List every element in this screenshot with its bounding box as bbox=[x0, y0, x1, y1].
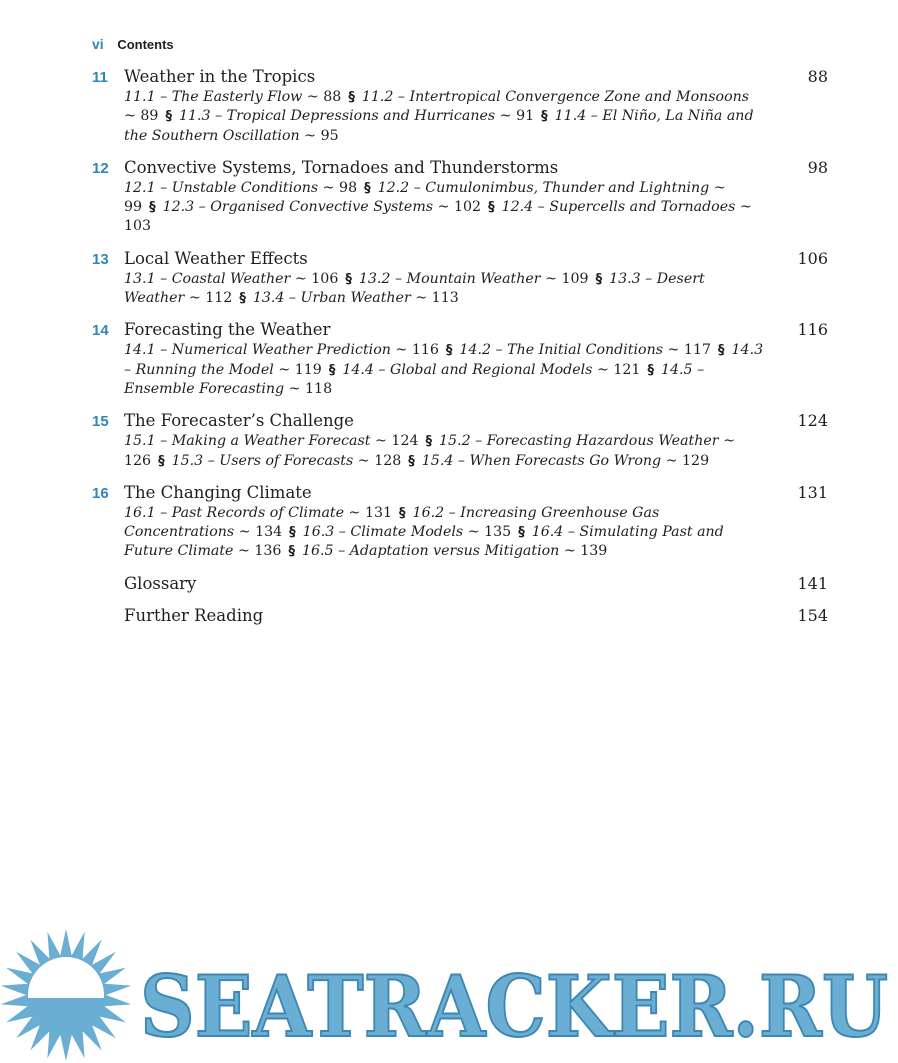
toc-section[interactable] bbox=[124, 271, 338, 287]
leader-tilde: ~ bbox=[415, 290, 428, 307]
toc-section[interactable] bbox=[124, 89, 341, 105]
section-title: 14.4 – Global and Regional Models bbox=[342, 361, 593, 378]
section-title: 11.1 – The Easterly Flow bbox=[124, 89, 303, 105]
section-list bbox=[92, 88, 764, 146]
section-page-number: 95 bbox=[320, 127, 339, 144]
section-page-number: 91 bbox=[516, 108, 535, 125]
chapter-title-row bbox=[92, 66, 832, 87]
backmatter-title-row bbox=[92, 573, 832, 594]
section-page-number: 121 bbox=[613, 361, 641, 378]
section-page-number: 112 bbox=[205, 290, 233, 307]
toc-section[interactable] bbox=[303, 524, 512, 540]
chapter-number: 11 bbox=[92, 69, 108, 86]
toc-section[interactable] bbox=[342, 362, 640, 378]
leader-tilde: ~ bbox=[294, 270, 307, 287]
section-page-number: 106 bbox=[311, 270, 339, 287]
leader-tilde: ~ bbox=[237, 543, 250, 560]
section-page-number: 131 bbox=[364, 504, 393, 521]
seatracker-watermark bbox=[0, 928, 898, 1063]
section-list bbox=[92, 504, 764, 562]
section-separator: § bbox=[425, 434, 433, 450]
running-head bbox=[92, 36, 174, 52]
leader-tilde: ~ bbox=[467, 524, 480, 541]
leader-tilde: ~ bbox=[278, 361, 291, 378]
toc-section[interactable] bbox=[124, 433, 419, 449]
toc-section[interactable] bbox=[124, 342, 439, 358]
toc-section[interactable] bbox=[422, 453, 709, 469]
chapter-number: 15 bbox=[92, 413, 109, 431]
leader-tilde: ~ bbox=[665, 452, 678, 469]
chapter-title[interactable]: The Forecaster’s Challenge bbox=[124, 411, 354, 431]
leader-tilde: ~ bbox=[723, 433, 735, 450]
section-page-number: 88 bbox=[323, 89, 342, 105]
toc-section[interactable] bbox=[163, 199, 482, 215]
leader-tilde: ~ bbox=[124, 108, 136, 125]
section-title: 16.4 – Simulating Past and Future Climate bbox=[124, 524, 724, 560]
chapter-number: 13 bbox=[92, 250, 109, 268]
section-page-number: 116 bbox=[411, 342, 439, 359]
section-separator: § bbox=[158, 453, 165, 469]
section-separator: § bbox=[595, 271, 603, 287]
toc-section[interactable] bbox=[179, 108, 534, 124]
section-page-number: 124 bbox=[391, 433, 419, 450]
toc-chapter bbox=[92, 319, 832, 399]
chapter-title-row bbox=[92, 319, 832, 340]
section-title: 13.1 – Coastal Weather bbox=[124, 270, 291, 287]
chapter-number: 16 bbox=[92, 484, 109, 502]
section-title: 12.3 – Organised Convective Systems bbox=[162, 199, 434, 216]
backmatter-title[interactable]: Further Reading bbox=[124, 605, 264, 625]
section-title: 14.3 – Running the Model bbox=[124, 342, 764, 378]
section-separator: § bbox=[289, 525, 296, 541]
sun-logo-icon bbox=[1, 929, 132, 1061]
section-title: 14.5 – Ensemble Forecasting bbox=[124, 361, 705, 397]
section-page-number: 126 bbox=[124, 452, 152, 469]
section-title: 11.3 – Tropical Depressions and Hurricanes bbox=[178, 108, 496, 125]
chapter-title[interactable]: Forecasting the Weather bbox=[124, 320, 331, 340]
chapter-page-number: 116 bbox=[797, 320, 828, 340]
toc-chapter bbox=[92, 482, 832, 562]
section-separator: § bbox=[345, 271, 352, 287]
section-page-number: 129 bbox=[682, 452, 710, 469]
section-list bbox=[92, 179, 764, 237]
leader-tilde: ~ bbox=[348, 504, 361, 521]
running-head-label: Contents bbox=[117, 37, 174, 52]
section-title: 16.2 – Increasing Greenhouse Gas Concentrations bbox=[124, 504, 660, 541]
section-page-number: 99 bbox=[124, 199, 143, 216]
backmatter-page-number: 141 bbox=[797, 573, 828, 593]
toc-chapter bbox=[92, 248, 832, 309]
section-list bbox=[92, 270, 764, 309]
section-page-number: 102 bbox=[453, 199, 482, 216]
chapter-page-number: 124 bbox=[797, 411, 828, 431]
section-title: 14.2 – The Initial Conditions bbox=[459, 342, 663, 359]
section-separator: § bbox=[165, 109, 172, 125]
leader-tilde: ~ bbox=[596, 361, 609, 378]
backmatter-page-number: 154 bbox=[797, 605, 828, 625]
backmatter-title-row bbox=[92, 605, 832, 626]
toc-backmatter bbox=[92, 573, 832, 594]
section-page-number: 117 bbox=[683, 342, 712, 359]
section-title: 15.3 – Users of Forecasts bbox=[171, 452, 354, 469]
leader-tilde: ~ bbox=[499, 108, 512, 125]
toc-chapter bbox=[92, 410, 832, 471]
section-title: 13.2 – Mountain Weather bbox=[358, 270, 541, 287]
section-page-number: 89 bbox=[140, 108, 159, 125]
leader-tilde: ~ bbox=[713, 179, 726, 196]
chapter-title-row bbox=[92, 248, 832, 269]
watermark-text: SEATRACKER.RU bbox=[140, 957, 888, 1056]
leader-tilde: ~ bbox=[375, 433, 387, 450]
section-separator: § bbox=[364, 180, 371, 196]
toc-backmatter bbox=[92, 605, 832, 626]
chapter-title[interactable]: Weather in the Tropics bbox=[124, 67, 316, 86]
chapter-page-number: 88 bbox=[807, 67, 828, 86]
leader-tilde: ~ bbox=[288, 380, 301, 397]
section-title: 16.3 – Climate Models bbox=[302, 524, 464, 541]
section-separator: § bbox=[541, 109, 548, 125]
toc-chapter bbox=[92, 157, 832, 237]
section-title: 16.5 – Adaptation versus Mitigation bbox=[301, 543, 560, 560]
section-page-number: 103 bbox=[124, 218, 152, 235]
section-title: 12.4 – Supercells and Tornadoes bbox=[501, 199, 736, 216]
section-title: 12.1 – Unstable Conditions bbox=[124, 179, 319, 196]
chapter-page-number: 98 bbox=[807, 157, 828, 177]
section-title: 11.4 – El Niño, La Niña and the Southern Oscillation bbox=[124, 108, 754, 144]
leader-tilde: ~ bbox=[306, 89, 319, 105]
section-title: 15.1 – Making a Weather Forecast bbox=[124, 433, 371, 450]
leader-tilde: ~ bbox=[667, 342, 680, 359]
section-title: 12.2 – Cumulonimbus, Thunder and Lightning bbox=[377, 179, 710, 196]
section-separator: § bbox=[408, 453, 415, 469]
toc-section[interactable] bbox=[172, 453, 402, 469]
section-list bbox=[92, 341, 764, 399]
section-separator: § bbox=[488, 200, 495, 216]
section-separator: § bbox=[445, 343, 453, 359]
page-folio: vi bbox=[92, 36, 104, 52]
toc-section[interactable] bbox=[124, 505, 392, 521]
chapter-title[interactable]: Local Weather Effects bbox=[124, 248, 308, 268]
section-page-number: 119 bbox=[294, 361, 322, 378]
section-separator: § bbox=[239, 291, 246, 307]
section-title: 13.4 – Urban Weather bbox=[252, 290, 411, 307]
section-separator: § bbox=[328, 362, 336, 378]
leader-tilde: ~ bbox=[188, 290, 201, 307]
section-page-number: 98 bbox=[339, 179, 358, 196]
leader-tilde: ~ bbox=[739, 199, 752, 216]
leader-tilde: ~ bbox=[238, 524, 251, 541]
section-separator: § bbox=[288, 544, 295, 560]
section-page-number: 109 bbox=[561, 270, 589, 287]
section-title: 16.1 – Past Records of Climate bbox=[124, 504, 345, 521]
leader-tilde: ~ bbox=[395, 342, 408, 359]
section-page-number: 139 bbox=[580, 543, 608, 560]
section-page-number: 118 bbox=[305, 380, 333, 397]
section-title: 14.1 – Numerical Weather Prediction bbox=[124, 342, 391, 359]
section-separator: § bbox=[647, 362, 654, 378]
leader-tilde: ~ bbox=[545, 270, 557, 287]
section-page-number: 134 bbox=[255, 524, 283, 541]
chapter-title-row bbox=[92, 410, 832, 431]
toc-section[interactable] bbox=[302, 543, 607, 559]
section-title: 15.4 – When Forecasts Go Wrong bbox=[421, 452, 662, 469]
section-page-number: 113 bbox=[431, 290, 459, 307]
toc-section[interactable] bbox=[359, 271, 589, 287]
chapter-page-number: 131 bbox=[797, 482, 828, 502]
section-separator: § bbox=[348, 90, 355, 105]
leader-tilde: ~ bbox=[322, 179, 335, 196]
table-of-contents bbox=[92, 66, 832, 637]
section-separator: § bbox=[718, 343, 725, 359]
chapter-title[interactable]: Convective Systems, Tornadoes and Thunderstorms bbox=[124, 157, 559, 177]
chapter-number: 14 bbox=[92, 322, 109, 340]
chapter-number: 12 bbox=[92, 159, 109, 177]
toc-section[interactable] bbox=[253, 290, 459, 306]
section-separator: § bbox=[518, 525, 525, 541]
leader-tilde: ~ bbox=[563, 543, 576, 560]
toc-section[interactable] bbox=[124, 180, 357, 196]
section-title: 15.2 – Forecasting Hazardous Weather bbox=[439, 433, 719, 450]
section-list bbox=[92, 432, 764, 471]
section-page-number: 136 bbox=[254, 543, 282, 560]
section-title: 11.2 – Intertropical Convergence Zone and Monsoons bbox=[361, 89, 750, 105]
chapter-title-row bbox=[92, 157, 832, 178]
section-title: 13.3 – Desert Weather bbox=[124, 270, 705, 307]
section-separator: § bbox=[149, 200, 156, 216]
section-page-number: 128 bbox=[374, 452, 402, 469]
section-page-number: 135 bbox=[484, 524, 512, 541]
chapter-title-row bbox=[92, 482, 832, 503]
section-separator: § bbox=[399, 505, 406, 521]
toc-chapter bbox=[92, 66, 832, 146]
leader-tilde: ~ bbox=[357, 452, 370, 469]
leader-tilde: ~ bbox=[304, 127, 317, 144]
toc-section[interactable] bbox=[459, 342, 711, 358]
backmatter-title[interactable]: Glossary bbox=[124, 573, 197, 593]
leader-tilde: ~ bbox=[437, 199, 450, 216]
chapter-page-number: 106 bbox=[797, 248, 828, 268]
chapter-title[interactable]: The Changing Climate bbox=[124, 482, 312, 502]
